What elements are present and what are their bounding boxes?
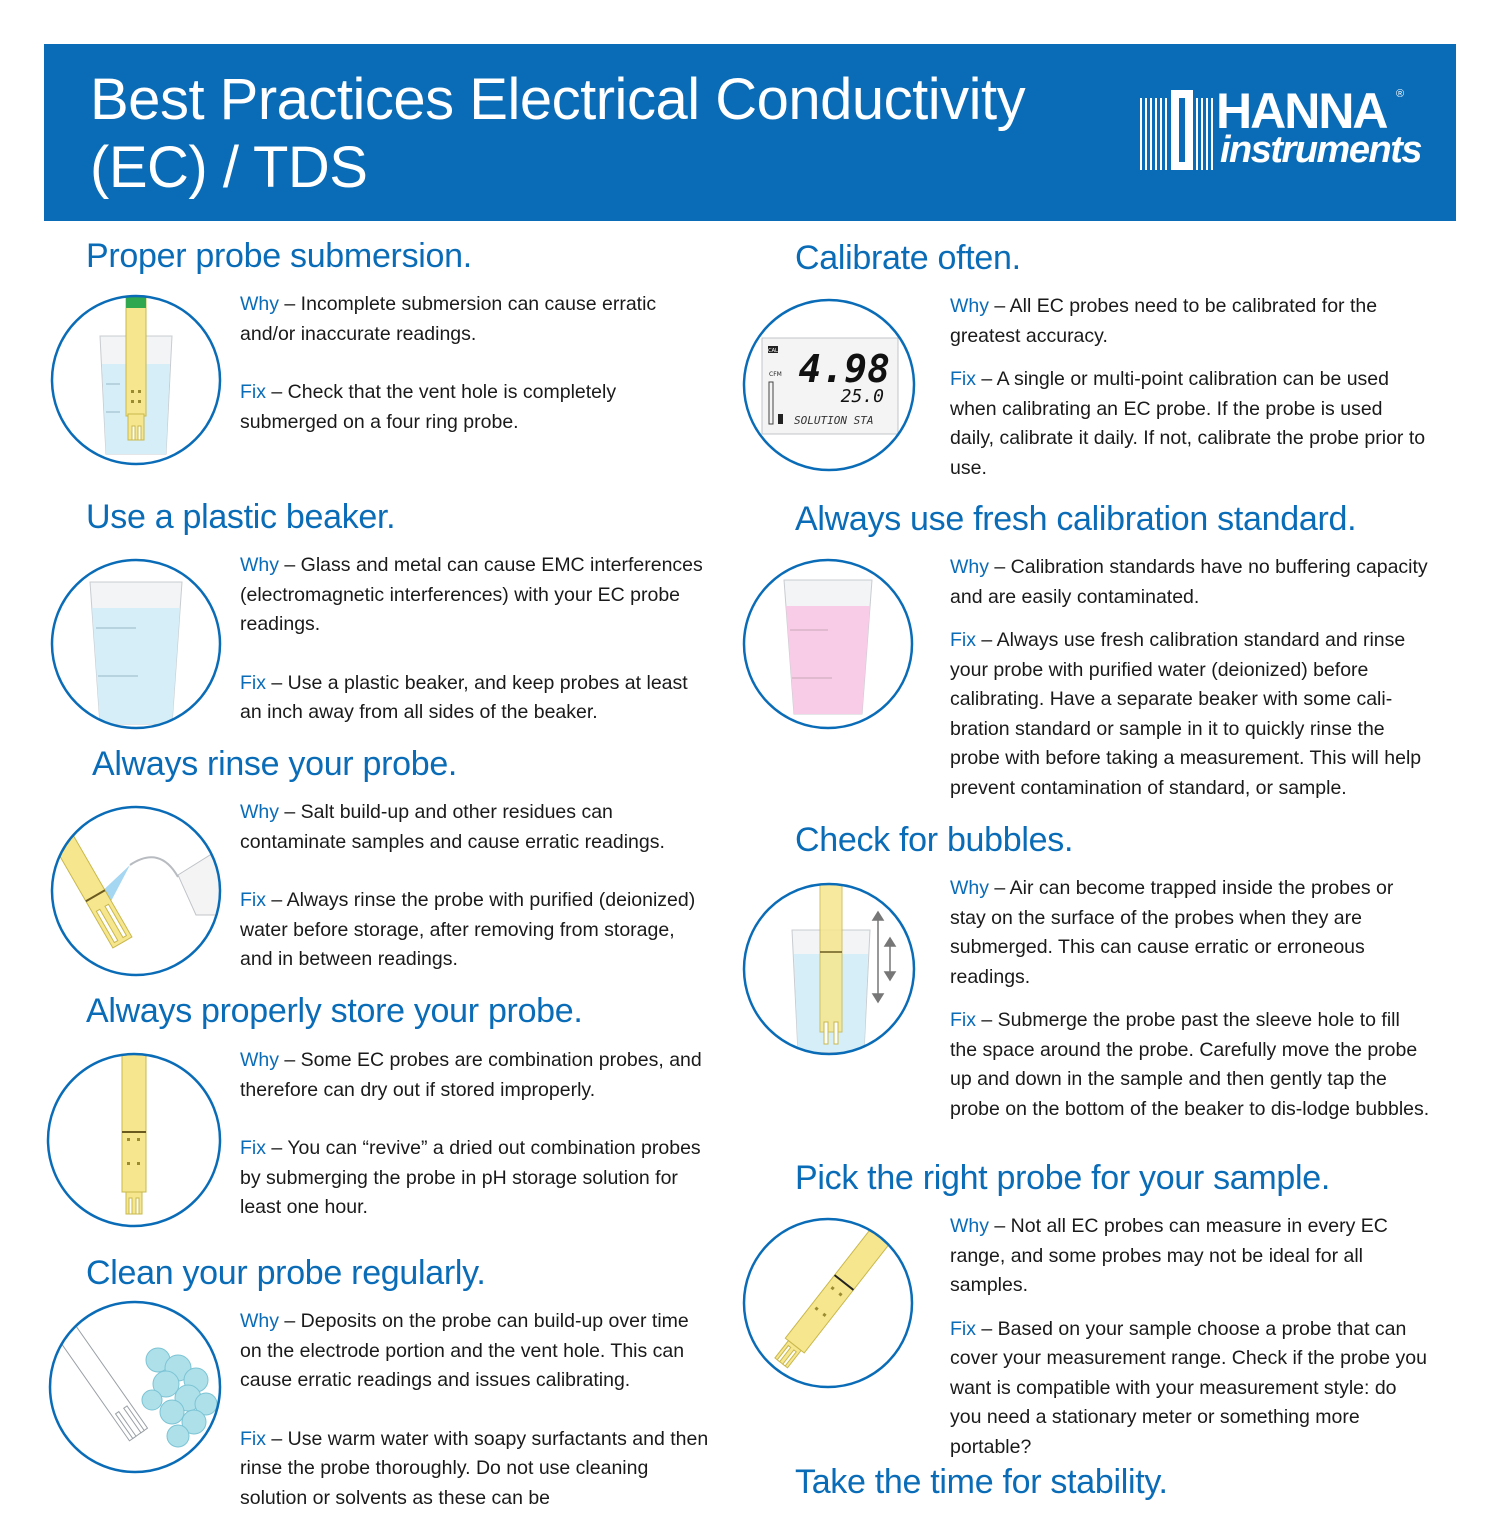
clean-why: – Deposits on the probe can build-up over time on the electrode portion and the vent hole. This can cause erratic readings and issues calibrating. [240, 1310, 689, 1391]
why-label: Why [240, 293, 279, 315]
section-title-store: Always properly store your probe. [86, 992, 583, 1030]
why-label: Why [240, 1049, 279, 1071]
fix-label: Fix [240, 381, 266, 403]
plastic-beaker-icon [50, 558, 222, 730]
probe-in-beaker-icon [50, 294, 222, 466]
why-label: Why [950, 295, 989, 317]
calibrate-fix: – A single or multi-point calibration can be used when calibrating an EC probe. If the probe is used daily, calibrate it daily. If not, calibrate the probe prior to use. [950, 368, 1426, 479]
logo-bars-icon [1140, 90, 1216, 172]
pick-text [950, 1212, 1430, 1462]
probe-icon [46, 1052, 218, 1224]
section-title-rinse: Always rinse your probe. [92, 745, 458, 783]
plastic-text [240, 551, 710, 728]
pick-why: – Not all EC probes can measure in every EC range, and some probes may not be ideal for all samples. [950, 1215, 1388, 1296]
section-title-stability: Take the time for stability. [795, 1463, 1168, 1501]
section-title-clean: Clean your probe regularly. [86, 1254, 486, 1292]
bubbles-fix: – Submerge the probe past the sleeve hole to fill the space around the probe. Carefully move the probe up and down in the sample and then gently tap the probe on the bottom of the beaker to dis-lodge bubbles. [950, 1009, 1430, 1120]
why-label: Why [950, 556, 989, 578]
rinse-why: – Salt build-up and other residues can contaminate samples and cause erratic readings. [240, 801, 665, 853]
fresh-fix: – Always use fresh calibration standard and rinse your probe with purified water (deionized) before calibrating. Have a separate beaker with some cali-bration standard or sample in it to quickly rinse the probe with before taking a measurement. This will help prevent contamination of standard, or sample. [950, 629, 1422, 799]
submersion-fix: – Check that the vent hole is completely submerged on a four ring probe. [240, 381, 617, 433]
fix-label: Fix [950, 368, 976, 390]
clean-text [240, 1307, 710, 1513]
fix-label: Fix [240, 1137, 266, 1159]
bubbles-why: – Air can become trapped inside the probes or stay on the surface of the probes when they are submerged. This can cause erratic or erroneous readings. [950, 877, 1394, 988]
pink-beaker-icon [742, 558, 914, 730]
calibrate-text [950, 292, 1430, 483]
why-label: Why [240, 554, 279, 576]
tilted-probe-icon [742, 1217, 914, 1389]
title-line-2: (EC) / TDS [90, 135, 368, 200]
why-label: Why [950, 1215, 989, 1237]
clean-fix: – Use warm water with soapy surfactants and then rinse the probe thoroughly. Do not use cleaning solution or solvents as these can be [240, 1427, 709, 1509]
fresh-text [950, 553, 1430, 803]
section-title-bubbles: Check for bubbles. [795, 821, 1074, 859]
hanna-logo [1140, 83, 1421, 176]
display-status: SOLUTION STA [794, 414, 874, 427]
brand-subtitle: instruments [1220, 129, 1421, 171]
fix-label: Fix [950, 1009, 976, 1031]
bubbles-text [950, 874, 1430, 1124]
soapy-probe-icon [48, 1300, 220, 1472]
rinse-fix: – Always rinse the probe with purified (deionized) water before storage, after removing from storage, and in between readings. [240, 889, 696, 970]
rinse-text [240, 798, 710, 975]
title-line-1: Best Practices Electrical Conductivity [90, 67, 1026, 132]
plastic-fix: – Use a plastic beaker, and keep probes at least an inch away from all sides of the beaker. [240, 671, 688, 723]
brand-registered-mark: ® [1396, 88, 1405, 100]
why-label: Why [240, 1310, 279, 1332]
calibrate-why: – All EC probes need to be calibrated for the greatest accuracy. [950, 295, 1378, 347]
fix-label: Fix [950, 629, 976, 651]
fix-label: Fix [240, 889, 266, 911]
display-cal-tag: CAL [768, 348, 778, 354]
header-banner [44, 44, 1456, 221]
why-label: Why [950, 877, 989, 899]
section-title-submersion: Proper probe submersion. [86, 237, 472, 275]
meter-display-icon [742, 298, 914, 470]
store-text [240, 1046, 710, 1223]
store-why: – Some EC probes are combination probes, and therefore can dry out if stored improperly. [240, 1049, 702, 1101]
probe-up-down-icon [742, 882, 914, 1054]
page-title [90, 66, 1090, 202]
pick-fix: – Based on your sample choose a probe that can cover your measurement range. Check if the probe you want is compatible with your measurement style: do you need a stationary meter or something more portable? [950, 1317, 1427, 1458]
display-reading: 4.98 [798, 347, 890, 391]
section-title-calibrate: Calibrate often. [795, 239, 1021, 277]
store-fix: – You can “revive” a dried out combination probes by submerging the probe in pH storage solution for least one hour. [240, 1137, 701, 1218]
fix-label: Fix [950, 1317, 976, 1340]
fresh-why: – Calibration standards have no buffering capacity and are easily contaminated. [950, 556, 1428, 608]
plastic-why: – Glass and metal can cause EMC interferences (electromagnetic interferences) with your EC probe readings. [240, 554, 703, 635]
why-label: Why [240, 801, 279, 823]
section-title-pick: Pick the right probe for your sample. [795, 1159, 1331, 1197]
brand-name: HANNA [1216, 83, 1387, 139]
fix-label: Fix [240, 671, 266, 694]
section-title-plastic: Use a plastic beaker. [86, 498, 396, 536]
submersion-why: – Incomplete submersion can cause erratic and/or inaccurate readings. [240, 293, 657, 345]
section-title-fresh: Always use fresh calibration standard. [795, 500, 1357, 538]
fix-label: Fix [240, 1427, 266, 1450]
display-cfm-tag: CFM [769, 371, 782, 378]
submersion-text [240, 290, 710, 437]
rinse-bottle-icon [50, 805, 222, 977]
display-temperature: 25.0 [840, 386, 884, 407]
